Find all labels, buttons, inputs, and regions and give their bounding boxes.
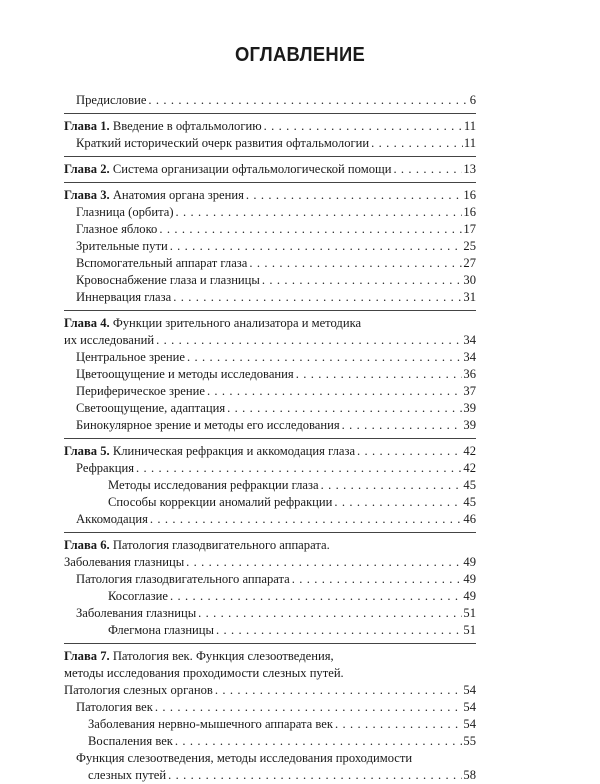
toc-entry	[76, 511, 476, 528]
chapter-label: Глава 1.	[64, 119, 110, 133]
toc-entry-page: 13	[463, 162, 476, 176]
dot-leader	[198, 605, 462, 622]
toc-entry-page: 31	[463, 290, 476, 304]
dot-leader	[215, 682, 463, 699]
chapter-label: Глава 4.	[64, 316, 110, 330]
chapter-title-continued: Патология слезных органов	[64, 683, 213, 697]
dot-leader	[357, 443, 462, 460]
toc-entry-text: Методы исследования рефракции глаза	[108, 478, 319, 492]
section-divider	[64, 182, 476, 183]
toc-entry-page: 30	[463, 273, 476, 287]
dot-leader	[173, 289, 462, 306]
chapter-title-continued: Заболевания глазницы	[64, 555, 185, 569]
toc-entry	[76, 289, 476, 306]
toc-entry	[76, 255, 476, 272]
toc-entry	[76, 221, 476, 238]
dot-leader	[216, 622, 462, 639]
toc-entry	[76, 204, 476, 221]
toc-entry-text-continued: слезных путей	[88, 768, 167, 782]
dot-leader	[148, 92, 468, 109]
toc-entry-page: 42	[463, 444, 476, 458]
dot-leader	[335, 716, 462, 733]
dot-leader	[296, 366, 463, 383]
toc-entry	[108, 588, 476, 605]
chapter-heading-5	[64, 443, 476, 460]
toc-entry-page: 16	[463, 205, 476, 219]
dot-leader	[155, 699, 463, 716]
chapter-label: Глава 6.	[64, 538, 110, 552]
toc-entry-page: 36	[463, 367, 476, 381]
chapter-title: Клиническая рефракция и аккомодация глаза	[112, 444, 356, 458]
toc-entry-page: 16	[463, 188, 476, 202]
section-divider	[64, 310, 476, 311]
toc-entry	[76, 238, 476, 255]
toc-entry-page: 42	[463, 461, 476, 475]
toc-entry-page: 54	[463, 683, 476, 697]
dot-leader	[168, 767, 462, 784]
toc-entry-text: Патология век	[76, 700, 153, 714]
toc-entry-page: 34	[463, 333, 476, 347]
toc-entry-text: Глазное яблоко	[76, 222, 158, 236]
toc-entry-page: 39	[463, 418, 476, 432]
toc-entry-page: 49	[463, 572, 476, 586]
chapter-heading-2	[64, 161, 476, 178]
chapter-title: Патология глазодвигательного аппарата.	[112, 538, 330, 552]
toc-entry	[76, 366, 476, 383]
toc-entry-text: Центральное зрение	[76, 350, 185, 364]
toc-entry-page: 51	[463, 623, 476, 637]
toc-entry-text: Косоглазие	[108, 589, 168, 603]
chapter-heading-1	[64, 118, 476, 135]
toc-entry	[76, 699, 476, 716]
chapter-heading-continuation	[64, 332, 476, 349]
toc-entry-page: 6	[469, 93, 476, 107]
toc-entry-page: 54	[463, 700, 476, 714]
section-divider	[64, 156, 476, 157]
chapter-label: Глава 7.	[64, 649, 110, 663]
dot-leader	[170, 238, 463, 255]
toc-entry-text: Периферическое зрение	[76, 384, 205, 398]
toc-entry-preface	[76, 92, 476, 109]
toc-entry-continuation	[88, 767, 476, 784]
toc-entry	[76, 417, 476, 434]
toc-entry-text: Воспаления век	[88, 734, 173, 748]
toc-entry-page: 51	[463, 606, 476, 620]
page-title: ОГЛАВЛЕНИЕ	[234, 44, 366, 66]
section-divider	[64, 438, 476, 439]
toc-entry	[76, 571, 476, 588]
toc-entry-page: 45	[463, 495, 476, 509]
chapter-heading-continuation	[64, 682, 476, 699]
chapter-title: Система организации офтальмологической помощи	[112, 162, 392, 176]
toc-entry-text: Зрительные пути	[76, 239, 168, 253]
toc-entry-text: Способы коррекции аномалий рефракции	[108, 495, 333, 509]
toc-entry-page: 58	[463, 768, 476, 782]
dot-leader	[334, 494, 462, 511]
toc-entry-page: 11	[463, 136, 476, 150]
toc-entry	[76, 135, 476, 152]
dot-leader	[249, 255, 462, 272]
toc-entry-page: 54	[463, 717, 476, 731]
toc-entry	[108, 622, 476, 639]
toc-entry-page: 45	[463, 478, 476, 492]
toc-entry-text: Предисловие	[76, 93, 147, 107]
dot-leader	[246, 187, 462, 204]
chapter-heading-7	[64, 648, 476, 665]
chapter-heading-continuation: методы исследования проходимости слезных путей.	[64, 666, 344, 680]
dot-leader	[187, 349, 462, 366]
chapter-label: Глава 3.	[64, 188, 110, 202]
dot-leader	[292, 571, 463, 588]
toc-entry-text: Флегмона глазницы	[108, 623, 214, 637]
chapter-title: Функции зрительного анализатора и методика	[112, 316, 362, 330]
toc-entry-page: 25	[463, 239, 476, 253]
toc-entry-text: Бинокулярное зрение и методы его исследования	[76, 418, 340, 432]
toc-entry-page: 11	[463, 119, 476, 133]
section-divider	[64, 643, 476, 644]
chapter-title: Введение в офтальмологию	[112, 119, 262, 133]
dot-leader	[175, 733, 462, 750]
dot-leader	[170, 588, 462, 605]
dot-leader	[342, 417, 463, 434]
toc-entry-text: Иннервация глаза	[76, 290, 172, 304]
toc-entry-text: Кровоснабжение глаза и глазницы	[76, 273, 260, 287]
toc-entry-text: Патология глазодвигательного аппарата	[76, 572, 290, 586]
toc-entry	[76, 383, 476, 400]
toc-entry	[88, 716, 476, 733]
dot-leader	[264, 118, 463, 135]
toc-entry-text: Аккомодация	[76, 512, 148, 526]
chapter-heading-3	[64, 187, 476, 204]
toc-entry	[76, 400, 476, 417]
dot-leader	[393, 161, 462, 178]
chapter-title: Патология век. Функция слезоотведения,	[112, 649, 334, 663]
toc-entry-page: 55	[463, 734, 476, 748]
toc-entry-text: Цветоощущение и методы исследования	[76, 367, 294, 381]
toc-entry-page: 34	[463, 350, 476, 364]
toc-entry-page: 27	[463, 256, 476, 270]
toc-entry-text: Заболевания глазницы	[76, 606, 197, 620]
toc-entry-page: 49	[463, 589, 476, 603]
chapter-heading-6	[64, 537, 476, 554]
chapter-label: Глава 2.	[64, 162, 110, 176]
toc-entry	[108, 477, 476, 494]
toc-entry-page: 37	[463, 384, 476, 398]
dot-leader	[156, 332, 462, 349]
toc-entry-text: Рефракция	[76, 461, 135, 475]
chapter-heading-continuation	[64, 554, 476, 571]
dot-leader	[227, 400, 462, 417]
dot-leader	[159, 221, 462, 238]
dot-leader	[136, 460, 462, 477]
chapter-heading-4	[64, 315, 476, 332]
dot-leader	[186, 554, 462, 571]
toc-entry	[88, 733, 476, 750]
toc-entry-multiline: Функция слезоотведения, методы исследования проходимости	[76, 751, 413, 765]
toc-entry-page: 17	[463, 222, 476, 236]
chapter-title-continued: их исследований	[64, 333, 155, 347]
section-divider	[64, 113, 476, 114]
toc-entry	[76, 272, 476, 289]
dot-leader	[371, 135, 463, 152]
dot-leader	[150, 511, 462, 528]
toc-entry-text: Краткий исторический очерк развития офтальмологии	[76, 136, 370, 150]
table-of-contents	[64, 92, 476, 784]
toc-entry	[108, 494, 476, 511]
toc-entry-page: 49	[463, 555, 476, 569]
dot-leader	[262, 272, 463, 289]
dot-leader	[321, 477, 463, 494]
toc-entry	[76, 349, 476, 366]
chapter-title: Анатомия органа зрения	[112, 188, 244, 202]
toc-entry-page: 46	[463, 512, 476, 526]
toc-entry-text: Заболевания нервно-мышечного аппарата век	[88, 717, 334, 731]
toc-entry	[76, 460, 476, 477]
toc-entry-text: Светоощущение, адаптация	[76, 401, 226, 415]
toc-entry-text: Вспомогательный аппарат глаза	[76, 256, 248, 270]
dot-leader	[207, 383, 462, 400]
dot-leader	[176, 204, 463, 221]
toc-entry-text: Глазница (орбита)	[76, 205, 174, 219]
chapter-label: Глава 5.	[64, 444, 110, 458]
toc-entry-page: 39	[463, 401, 476, 415]
toc-entry	[76, 605, 476, 622]
section-divider	[64, 532, 476, 533]
